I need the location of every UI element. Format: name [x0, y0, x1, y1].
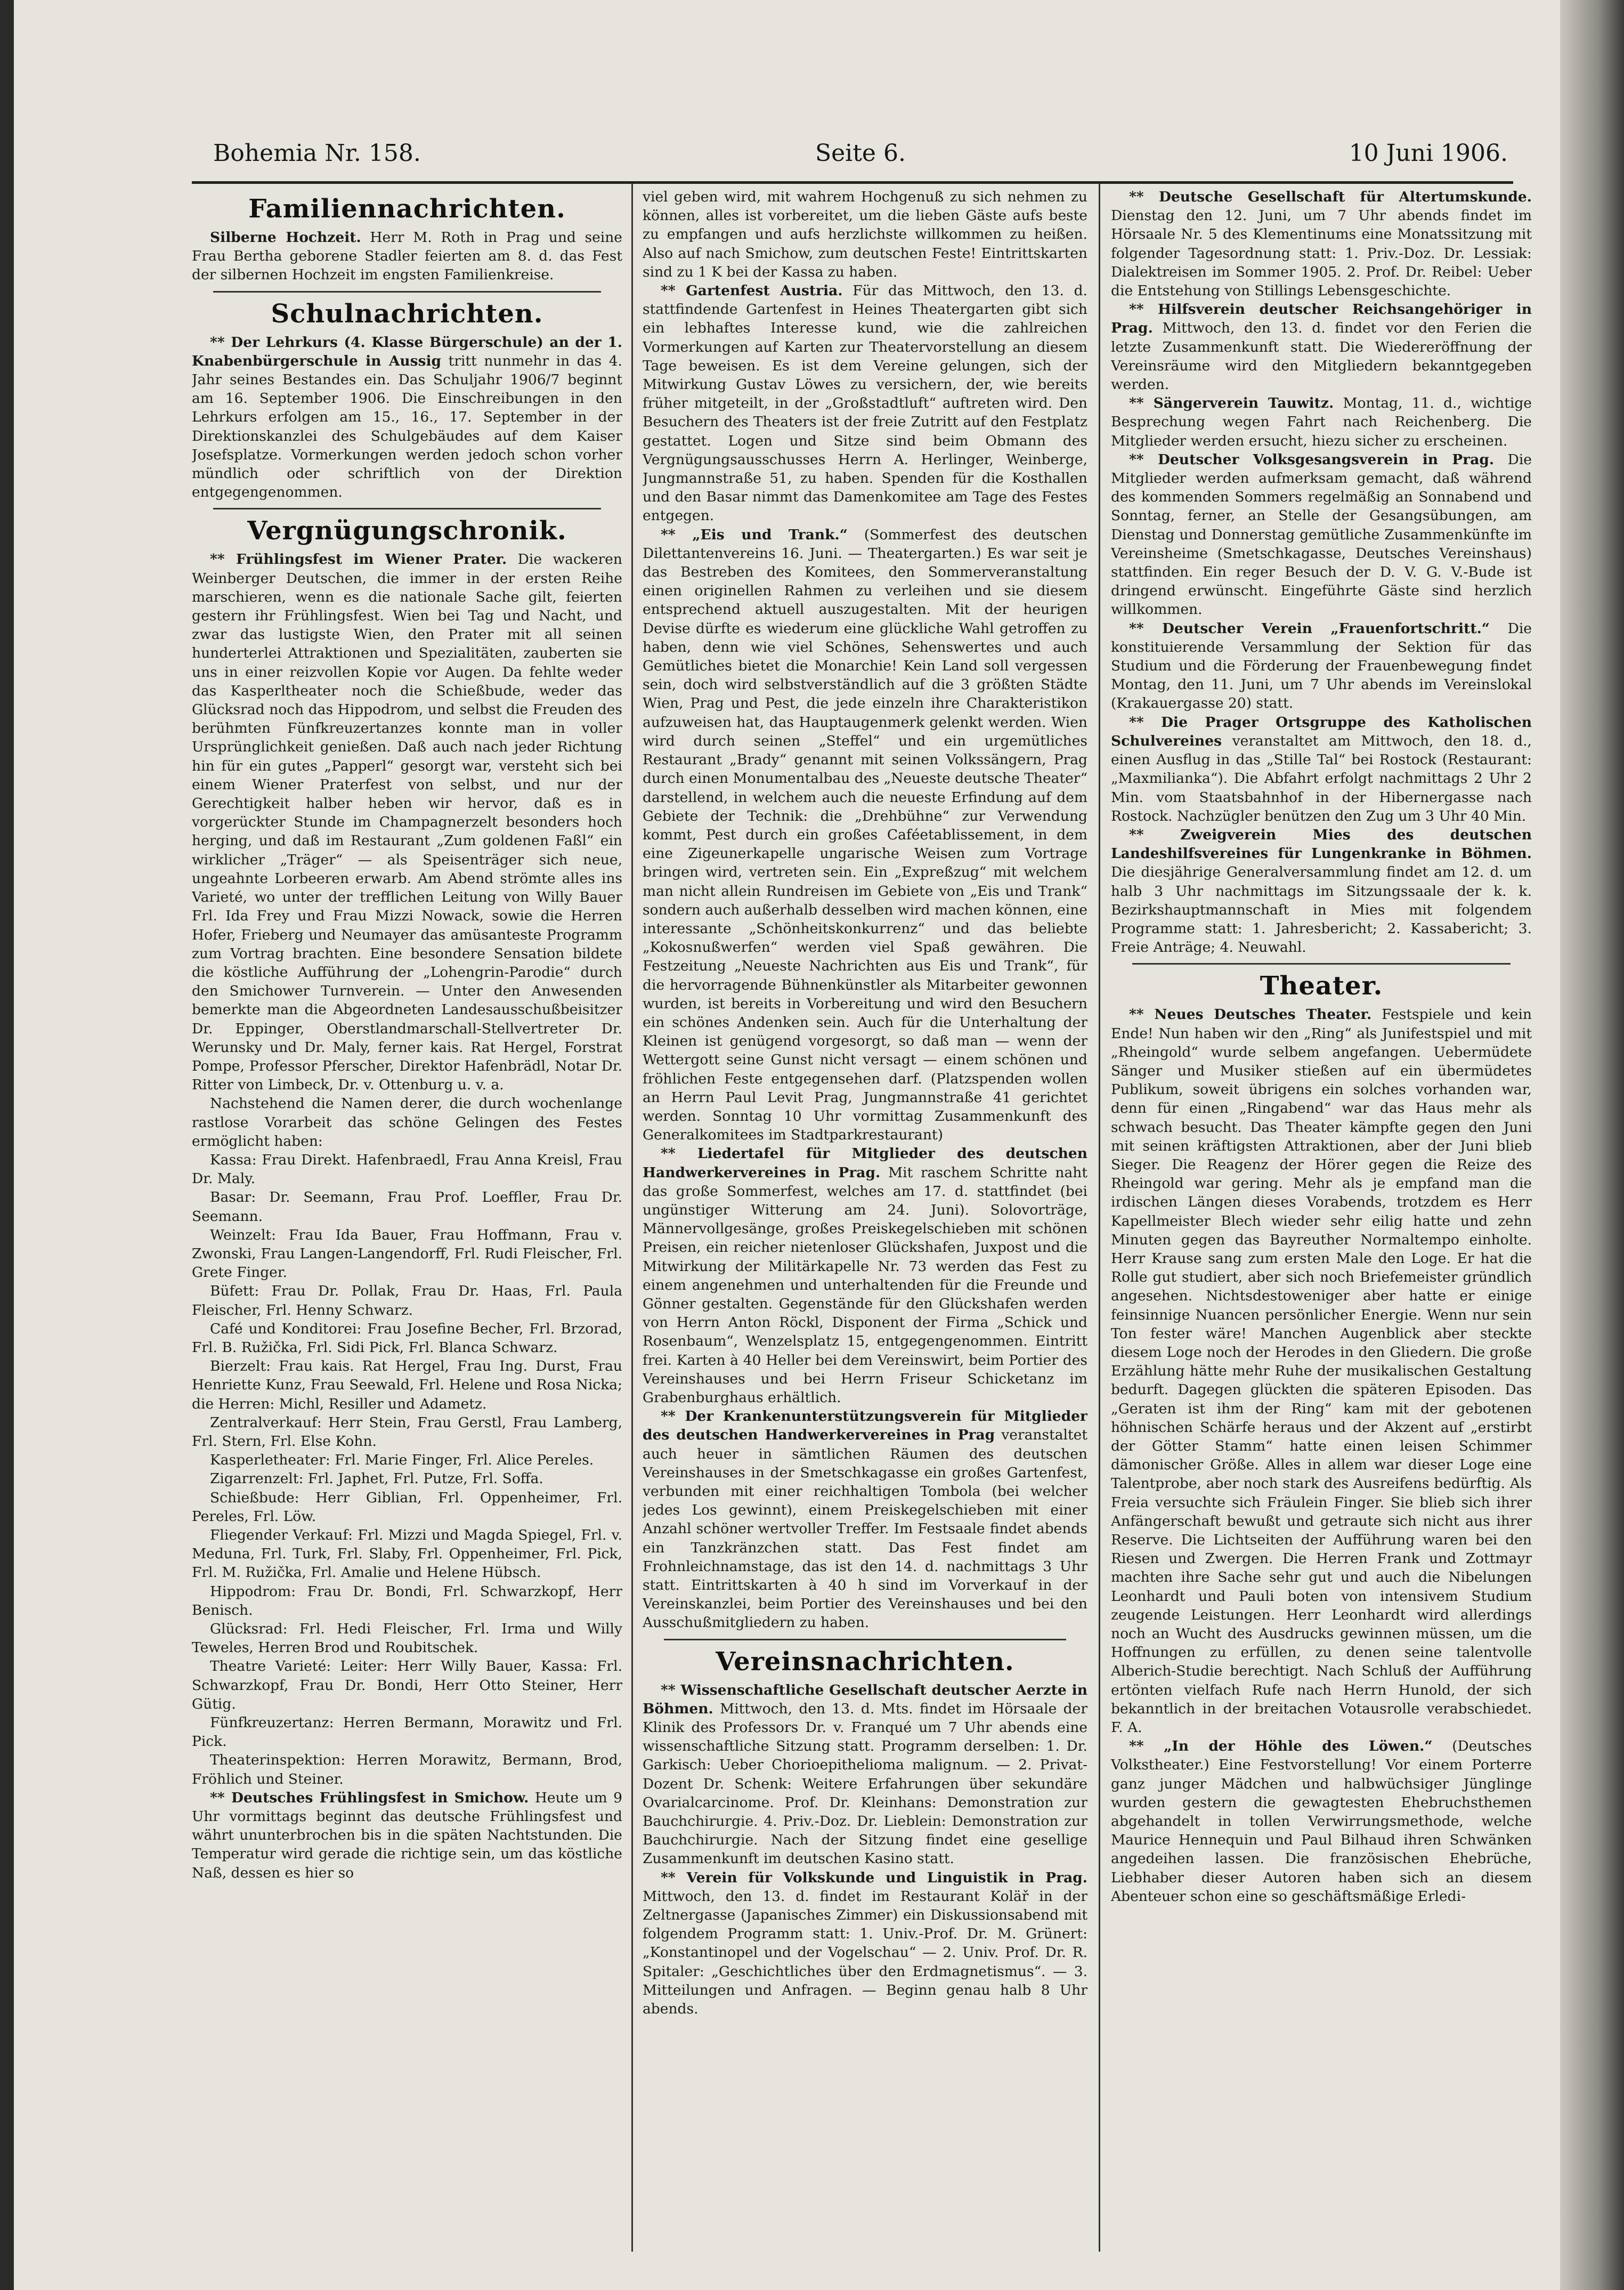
section-divider	[213, 291, 601, 293]
article-text: Mittwoch, den 13. d. Mts. findet im Hörsaale der Klinik des Professors Dr. v. Franqué um 7 Uhr abends eine wissenschaftliche Sitzung statt. Programm derselben: 1. Dr. Garkisch: Ueber Chorioepithelioma malignum. — 2. Privat-Dozent Dr. Schenk: Weitere Erfahrungen über sekundäre Ovarialcarcinome. Prof. Dr. Kleinhans: Demonstration zur Bauchchirurgie. 4. Priv.-Doz. Dr. Lieblein: Demonstration zur Bauchchirurgie. Nach der Sitzung findet eine gesellige Zusammenkunft im deutschen Kasino statt.	[643, 1700, 1087, 1867]
article-kath	[1111, 713, 1532, 826]
column-3	[1111, 188, 1532, 2255]
article-aerzte	[643, 1681, 1087, 1868]
helpers-list-item: Glücksrad: Frl. Hedi Fleischer, Frl. Irma und Willy Teweles, Herren Brod und Roubitschek.	[192, 1621, 622, 1656]
article-text: Die konstituierende Versammlung der Sektion für das Studium und die Förderung der Frauenbewegung findet Montag, den 11. Juni, um 7 Uhr abends im Vereinslokal (Krakauergasse 20) statt.	[1111, 620, 1532, 712]
article-smichow-cont: viel geben wird, mit wahrem Hochgenuß zu sich nehmen zu können, alles ist vorbereitet, um die lieben Gäste aufs beste zu empfangen und aufs herzlichste willkommen zu heißen. Also auf nach Smichow, zum deutschen Feste! Eintrittskarten sind zu 1 K bei der Kassa zu haben.	[643, 189, 1087, 280]
helpers-list-item: Café und Konditorei: Frau Josefine Becher, Frl. Brzorad, Frl. B. Ružička, Frl. Sidi Pick, Frl. Blanca Schwarz.	[192, 1320, 622, 1356]
article-prater-p2: Nachstehend die Namen derer, die durch wochenlange rastlose Vorarbeit das schöne Gelingen des Festes ermöglicht haben:	[192, 1095, 622, 1150]
helpers-list-item: Fünfkreuzertanz: Herren Bermann, Morawitz und Frl. Pick.	[192, 1714, 622, 1750]
book-binding	[1560, 0, 1624, 2290]
article-lead: ** Zweigverein Mies des deutschen Landeshilfsvereines für Lungenkranke in Böhmen.	[1111, 826, 1532, 862]
article-volksgesang	[1111, 450, 1532, 619]
helpers-list-item: Fliegender Verkauf: Frl. Mizzi und Magda Spiegel, Frl. v. Meduna, Frl. Turk, Frl. Slaby, Frl. Oppenheimer, Frl. Pick, Frl. M. Ružička, Frl. Amalie und Helene Hübsch.	[192, 1527, 622, 1581]
column-1	[192, 188, 622, 2255]
article-lead: ** Deutscher Volksgesangsverein in Prag.	[1129, 451, 1495, 468]
article-lungen	[1111, 826, 1532, 957]
scan-left-edge	[0, 0, 14, 2290]
article-lead: ** Der Lehrkurs (4. Klasse Bürgerschule) an der 1. Knabenbürgerschule in Aussig	[192, 334, 622, 369]
article-hoehle	[1111, 1737, 1532, 1906]
article-text: (Deutsches Volkstheater.) Eine Festvorstellung! Vor einem Porterre ganz junger Mädchen und halbwüchsiger Jünglinge wurden gestern die gewagtesten Ehebruchsthemen abgehandelt in tollen Verwirrungsmethode, welche Maurice Hennequin und Paul Bilhaud ihren Schwänken angedeihen lassen. Die französischen Ehebrüche, Liebhaber dieser Autoren haben sich an diesem Abenteuer schon eine so geschäftsmäßige Erledi-	[1111, 1738, 1532, 1905]
helpers-list-item: Weinzelt: Frau Ida Bauer, Frau Hoffmann, Frau v. Zwonski, Frau Langen-Langendorff, Frl. Rudi Fleischer, Frl. Grete Finger.	[192, 1226, 622, 1281]
article-text: Festspiele und kein Ende! Nun haben wir den „Ring“ als Junifestspiel und mit „Rheingold“ wurde selbem angefangen. Uebermüdete Sänger und Musiker stießen auf ein übermüdetes Publikum, soweit übrigens ein solches vorhanden war, denn für einen „Ringabend“ war das Haus mehr als schwach besucht. Das Theater kämpfte gegen den Juni mit seinen kräftigsten Attraktionen, aber der Juni blieb Sieger. Die Reagenz der Hörer gegen die Reize des Rheingold war gering. Mehr als je empfand man die irdischen Längen dieses Vorabends, trotzdem es Herr Kapellmeister Blech wieder sehr eilig hatte und zehn Minuten gegen das Bayreuther Normaltempo einholte. Herr Krause sang zum ersten Male den Loge. Er hat die Rolle gut studiert, aber sich noch Briefemeister gründlich angesehen. Nichtsdestoweniger aber hatte er einige feinsinnige Nuancen persönlicher Energie. Wenn nur sein Ton fester wäre! Manchen Augenblick aber steckte diesem Loge noch der Herodes in den Gliedern. Die große Erzählung hätte mehr Ruhe der musikalischen Gestaltung bedurft. Dagegen glückten die späteren Episoden. Das „Geraten ist ihm der Ring“ kam mit der gebotenen höhnischen Schärfe heraus und der Akzent auf „erstirbt der Götter Stamm“ hatte einen leisen Schimmer dämonischer Größe. Alles in allem war dieser Loge eine Talentprobe, aber noch stark des Ausreifens bedürftig. Als Freia versuchte sich Fräulein Finger. Sie blieb sich ihrer Anfängerschaft bewußt und getraute sich nicht aus ihrer Reserve. Die Lichtseiten der Aufführung waren bei den Riesen und Zwergen. Die Herren Frank und Zottmayr machten ihre Sache sehr gut und auch die Nibelungen Leonhardt und Pauli boten von intensivem Studium zeugende Leistungen. Herr Leonhardt wird allerdings noch an Wucht des Ausdrucks gewinnen müssen, um die Hoffnungen zu erfüllen, zu denen seine talentvolle Alberich-Studie berechtigt. Nach Schluß der Aufführung ertönten vielfach Rufe nach Herrn Hunold, der sich bekanntlich in der breitachen Votausrolle verabschiedet. F. A.	[1111, 1006, 1532, 1736]
section-heading-vergn: Vergnügungschronik.	[247, 516, 567, 546]
article-lead: ** Die Prager Ortsgruppe des Katholischen Schulvereines	[1111, 714, 1532, 749]
article-lead: Silberne Hochzeit.	[210, 229, 361, 246]
article-familie	[192, 228, 622, 285]
article-lead: ** Liedertafel für Mitglieder des deutschen Handwerkervereines in Prag.	[643, 1145, 1087, 1181]
header-masthead: Bohemia Nr. 158.	[213, 140, 421, 167]
article-lead: ** „In der Höhle des Löwen.“	[1129, 1738, 1433, 1755]
article-text: Die diesjährige Generalversammlung findet am 12. d. um halb 3 Uhr nachmittags im Sitzungssaale der k. k. Bezirkshauptmannschaft in Mies mit folgendem Programme statt: 1. Jahresbericht; 2. Kassabericht; 3. Freie Anträge; 4. Neuwahl.	[1111, 864, 1532, 956]
article-text: (Sommerfest des deutschen Dilettantenvereins 16. Juni. — Theatergarten.) Es war seit je das Bestreben des Komitees, den Sommerveranstaltung einen originellen Rahmen zu verleihen und sie diesem entsprechend aktuell auszugestalten. Mit der heurigen Devise dürfte es wiederum eine glückliche Wahl getroffen zu haben, denn wie viel Schönes, Sehenswertes und auch Gemütliches bietet die Monarchie! Kein Land soll vergessen sein, doch wird selbstverständlich auf die 3 größten Städte Wien, Prag und Pest, die jede einzeln ihre Charakteristikon aufzuweisen hat, das Hauptaugenmerk gelenkt werden. Wien wird durch seinen „Steffel“ und ein urgemütliches Restaurant „Brady“ genannt mit seinen Volkssängern, Prag durch einen Monumentalbau des „Neueste deutsche Theater“ darstellend, in welchem auch die neueste Erfindung auf dem Gebiete der Technik: die „Drehbühne“ zur Verwendung kommt, Pest durch ein großes Caféetablissement, in dem eine Zigeunerkapelle ungarische Weisen zum Vortrage bringen wird, vertreten sein. Ein „Expreßzug“ mit welchem man nicht allein Rundreisen im Gebiete von „Eis und Trank“ sondern auch außerhalb desselben wird machen können, eine interessante „Schönheitskonkurrenz“ und das beliebte „Kokosnußwerfen“ werden viel Spaß gewähren. Die Festzeitung „Neueste Nachrichten aus Eis und Trank“, für die hervorragende Bühnenkünstler als Mitarbeiter gewonnen wurden, ist bereits in Vorbereitung und wird den Besuchern ein schönes Andenken sein. Auch für die Unterhaltung der Kleinen ist genügend vorgesorgt, so daß man — wenn der Wettergott seine Gunst nicht versagt — einem schönen und fröhlichen Feste entgegensehen darf. (Platzspenden wollen an Herrn Paul Levit Prag, Jungmannstraße 41 gerichtet werden. Sonntag 10 Uhr vormittag Zusammenkunft des Generalkomitees im Stadtparkrestaurant)	[643, 526, 1087, 1144]
header-rule	[192, 181, 1513, 184]
article-schul	[192, 333, 622, 502]
article-lead: ** „Eis und Trank.“	[661, 526, 848, 543]
helpers-list-item: Theatre Varieté: Leiter: Herr Willy Bauer, Kassa: Frl. Schwarzkopf, Frau Dr. Bondi, Herr Otto Steiner, Herr Gütig.	[192, 1658, 622, 1712]
article-text: Montag, 11. d., wichtige Besprechung wegen Fahrt nach Reichenberg. Die Mitglieder werden ersucht, hiezu sicher zu erscheinen.	[1111, 395, 1532, 449]
article-lead: ** Frühlingsfest im Wiener Prater.	[210, 551, 507, 568]
section-divider	[213, 508, 601, 509]
article-eis	[643, 525, 1087, 1145]
article-krankenverein	[643, 1407, 1087, 1632]
article-text: veranstaltet am Mittwoch, den 18. d., einen Ausflug in das „Stille Tal“ bei Rostock (Restaurant: „Maxmilianka“). Die Abfahrt erfolgt nachmittags 2 Uhr 2 Min. vom Staatsbahnhof in der Hibernergasse nach Rostock. Nachzügler benützen den Zug um 3 Uhr 40 Min.	[1111, 732, 1532, 824]
helpers-list-item: Theaterinspektion: Herren Morawitz, Bermann, Brod, Fröhlich und Steiner.	[192, 1752, 622, 1787]
article-lead: ** Hilfsverein deutscher Reichsangehöriger in Prag.	[1111, 301, 1532, 337]
article-altertum	[1111, 188, 1532, 300]
article-prater	[192, 550, 622, 1094]
article-lead: ** Verein für Volkskunde und Linguistik in Prag.	[661, 1869, 1087, 1886]
article-lead: ** Deutsches Frühlingsfest in Smichow.	[210, 1789, 529, 1806]
section-divider	[664, 1639, 1066, 1640]
article-lead: ** Deutsche Gesellschaft für Altertumskunde.	[1129, 189, 1532, 205]
section-divider	[1132, 963, 1511, 965]
article-liedertafel	[643, 1144, 1087, 1407]
article-volkskunde	[643, 1868, 1087, 2019]
article-text: Mit raschem Schritte naht das große Sommerfest, welches am 17. d. stattfindet (bei ungünstiger Witterung am 24. Juni). Solovorträge, Männervollgesänge, großes Preiskegelschieben mit schönen Preisen, ein reicher nietenloser Glückshafen, Juxpost und die Mitwirkung der Militärkapelle Nr. 73 werden das Fest zu einem angenehmen und unterhaltenden für die Freunde und Gönner gestalten. Gegenstände für den Glückshafen werden von Herrn Anton Röckl, Disponent der Firma „Schick und Rosenbaum“, Wenzelsplatz 15, entgegengenommen. Eintritt frei. Karten à 40 Heller bei dem Vereinswirt, beim Portier des Vereinshauses und bei Herrn Friseur Schicketanz im Grabenburghaus erhältlich.	[643, 1164, 1087, 1406]
article-frauen	[1111, 619, 1532, 713]
helpers-list-item: Büfett: Frau Dr. Pollak, Frau Dr. Haas, Frl. Paula Fleischer, Frl. Henny Schwarz.	[192, 1283, 622, 1318]
section-heading-verein: Vereinsnachrichten.	[716, 1646, 1014, 1677]
article-lead: ** Der Krankenunterstützungsverein für Mitglieder des deutschen Handwerkervereines in Prag	[643, 1408, 1087, 1444]
section-heading-schul: Schulnachrichten.	[271, 298, 543, 329]
article-text: Mittwoch, den 13. d. findet im Restaurant Koläř in der Zeltnergasse (Japanisches Zimmer) ein Diskussionsabend mit folgendem Programm statt: 1. Univ.-Prof. Dr. M. Grünert: „Konstantinopel und der Vogelschau“ — 2. Univ. Prof. Dr. R. Spitaler: „Geschichtliches über den Erdmagnetismus“. — 3. Mitteilungen und Anfragen. — Beginn genau halb 8 Uhr abends.	[643, 1888, 1087, 2018]
header-page-number: Seite 6.	[815, 140, 906, 167]
article-text: tritt nunmehr in das 4. Jahr seines Bestandes ein. Das Schuljahr 1906/7 beginnt am 16. September 1906. Die Einschreibungen in den Lehrkurs erfolgen am 15., 16., 17. September in der Direktionskanzlei des Schulgebäudes auf dem Kaiser Josefsplatze. Vormerkungen werden jedoch schon vorher mündlich oder schriftlich von der Direktion entgegengenommen.	[192, 352, 622, 501]
helpers-list-item: Kassa: Frau Direkt. Hafenbraedl, Frau Anna Kreisl, Frau Dr. Maly.	[192, 1151, 622, 1187]
article-ndt	[1111, 1005, 1532, 1737]
header-date: 10 Juni 1906.	[1349, 140, 1508, 167]
helpers-list-item: Schießbude: Herr Giblian, Frl. Oppenheimer, Frl. Pereles, Frl. Löw.	[192, 1489, 622, 1525]
column-rule-1	[631, 184, 633, 2252]
article-lead: ** Gartenfest Austria.	[661, 282, 843, 300]
article-text: Herr M. Roth in Prag und seine Frau Bertha geborene Stadler feierten am 8. d. das Fest der silbernen Hochzeit im engsten Familienkreise.	[192, 229, 622, 284]
article-text: Heute um 9 Uhr vormittags beginnt das deutsche Frühlingsfest und währt ununterbrochen bis in die späten Nachtstunden. Die Temperatur wird gerade die richtige sein, um das köstliche Naß, dessen es hier so	[192, 1789, 622, 1881]
article-text: Die wackeren Weinberger Deutschen, die immer in der ersten Reihe marschieren, wenn es die nationale Sache gilt, feierten gestern ihr Frühlingsfest. Wien bei Tag und Nacht, und zwar das lustigste Wien, den Prater mit all seinen hunderterlei Attraktionen und Spezialitäten, zauberten sie uns in einer reizvollen Kopie vor Augen. Da fehlte weder das Kasperltheater noch die Schießbude, weder das Glücksrad noch das Hippodrom, und selbst die Freuden des berühmten Fünfkreuzertanzes konnte man in voller Ursprünglichkeit genießen. Daß auch nach jeder Richtung hin für ein gutes „Papperl“ gesorgt war, versteht sich bei einem Wiener Praterfest von selbst, und nur der Gerechtigkeit halber heben wir hervor, daß es in vorgerückter Stunde im Champagnerzelt besonders hoch herging, und daß im Restaurant „Zum goldenen Faßl“ ein wirklicher „Träger“ — als Speisenträger sich neue, ungeahnte Lorbeeren erwarb. Am Abend strömte alles ins Varieté, wo unter der trefflichen Leitung von Willy Bauer Frl. Ida Frey und Frau Mizzi Nowack, sowie die Herren Hofer, Frieberg und Neumayer das amüsanteste Programm zum Vortrag brachten. Eine besondere Sensation bildete die köstliche Aufführung der „Lohengrin-Parodie“ durch den Smichower Turnverein. — Unter den Anwesenden bemerkte man die Abgeordneten Landesausschußbeisitzer Dr. Eppinger, Oberstlandmarschall-Stellvertreter Dr. Werunsky und Dr. Maly, ferner kais. Rat Hergel, Forstrat Pompe, Professor Pferscher, Direktor Hafenbrädl, Notar Dr. Ritter von Limbeck, Dr. v. Ottenburg u. v. a.	[192, 551, 622, 1094]
page-header	[213, 140, 1508, 177]
helpers-list-item: Basar: Dr. Seemann, Frau Prof. Loeffler, Frau Dr. Seemann.	[192, 1189, 622, 1225]
article-text: Für das Mittwoch, den 13. d. stattfindende Gartenfest in Heines Theatergarten gibt sich ein lebhaftes Interesse kund, wie die zahlreichen Vormerkungen auf Karten zur Theatervorstellung an diesem Tage beweisen. Es ist dem Vereine gelungen, sich der Mitwirkung Gustav Löwes zu versichern, der, wie bereits früher mitgeteilt, in der „Großstadtluft“ auftreten wird. Den Besuchern des Theaters ist der freie Zutritt auf den Festplatz gestattet. Logen und Sitze sind beim Obmann des Vergnügungsausschusses Herrn A. Herlinger, Weinberge, Jungmannstraße 51, zu haben. Spenden für die Kosthallen und den Basar nimmt das Damenkomitee am Tage des Festes entgegen.	[643, 282, 1087, 524]
article-text: Die Mitglieder werden aufmerksam gemacht, daß während des kommenden Sommers regelmäßig an Sonnabend und Sonntag, ferner, an Stelle der Gesangsübungen, am Dienstag und Donnerstag gemütliche Zusammenkünfte im Vereinsheime (Smetschkagasse, Deutsches Vereinshaus) stattfinden. Ein reger Besuch der D. V. G. V.-Bude ist dringend erwünscht. Eingeführte Gäste sind herzlich willkommen.	[1111, 451, 1532, 618]
article-lead: ** Wissenschaftliche Gesellschaft deutscher Aerzte in Böhmen.	[643, 1681, 1087, 1717]
article-reich	[1111, 300, 1532, 394]
column-2	[643, 188, 1087, 2255]
article-lead: ** Sängerverein Tauwitz.	[1129, 395, 1334, 412]
article-text: veranstaltet auch heuer in sämtlichen Räumen des deutschen Vereinshauses in der Smetschkagasse ein großes Gartenfest, verbunden mit einer reichhaltigen Tombola (bei welcher jedes Los gewinnt), einem Preiskegelschieben mit einer Anzahl schöner wertvoller Treffer. Im Festsaale findet abends ein Tanzkränzchen statt. Das Fest findet am Frohnleichnamstage, das ist den 14. d. nachmittags 3 Uhr statt. Eintrittskarten à 40 h sind im Vorverkauf in der Vereinskanzlei, beim Portier des Vereinshauses und bei den Ausschußmitgliedern zu haben.	[643, 1427, 1087, 1631]
helpers-list-item: Zigarrenzelt: Frl. Japhet, Frl. Putze, Frl. Soffa.	[210, 1470, 543, 1487]
article-text: Mittwoch, den 13. d. findet vor den Ferien die letzte Zusammenkunft statt. Die Wiedereröffnung der Vereinsräume wird den Mitgliedern bekanntgegeben werden.	[1111, 320, 1532, 393]
article-saenger	[1111, 394, 1532, 450]
section-heading-familie: Familiennachrichten.	[248, 194, 566, 224]
article-lead: ** Deutscher Verein „Frauenfortschritt.“	[1129, 620, 1490, 637]
helpers-list-item: Bierzelt: Frau kais. Rat Hergel, Frau Ing. Durst, Frau Henriette Kunz, Frau Seewald, Frl. Helene und Rosa Nicka; die Herren: Michl, Resiller und Adametz.	[192, 1358, 622, 1412]
helpers-list-item: Hippodrom: Frau Dr. Bondi, Frl. Schwarzkopf, Herr Benisch.	[192, 1583, 622, 1619]
helpers-list-item: Zentralverkauf: Herr Stein, Frau Gerstl, Frau Lamberg, Frl. Stern, Frl. Else Kohn.	[192, 1414, 622, 1450]
article-lead: ** Neues Deutsches Theater.	[1129, 1006, 1372, 1023]
column-rule-2	[1099, 184, 1100, 2252]
article-smichow	[192, 1789, 622, 1882]
helpers-list-item: Kasperletheater: Frl. Marie Finger, Frl. Alice Pereles.	[210, 1452, 594, 1469]
article-text: Dienstag den 12. Juni, um 7 Uhr abends findet im Hörsaale Nr. 5 des Klementinums eine Monatssitzung mit folgender Tagesordnung statt: 1. Priv.-Doz. Dr. Lessiak: Dialektreisen im Sommer 1905. 2. Prof. Dr. Reibel: Ueber die Entstehung von Stillings Lebensgeschichte.	[1111, 207, 1532, 300]
article-austria	[643, 281, 1087, 525]
section-heading-theater: Theater.	[1260, 971, 1383, 1001]
